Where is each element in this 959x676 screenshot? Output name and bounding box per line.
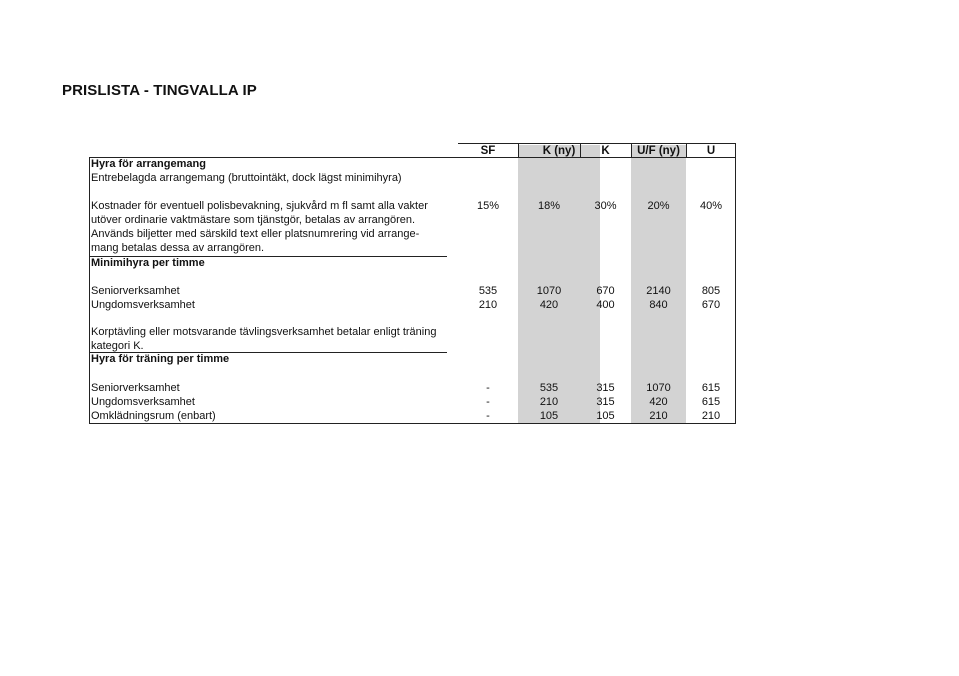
korptavling-line-1: Korptävling eller motsvarande tävlingsverksamhet betalar enligt träning	[91, 326, 437, 338]
minimihyra-value: 210	[478, 299, 498, 311]
col-header-sf: SF	[480, 145, 496, 157]
traning-row-label: Ungdomsverksamhet	[91, 396, 195, 408]
traning-value: 210	[649, 410, 668, 422]
percent-sf: 15%	[476, 200, 500, 212]
header-divider	[518, 143, 519, 158]
col-header-k: K	[601, 145, 610, 157]
col-header-uf-ny: U/F (ny)	[637, 145, 680, 157]
kostnader-line-2: utöver ordinarie vaktmästare som tjänstgör, betalas av arrangören.	[91, 214, 416, 226]
traning-value: 535	[539, 382, 559, 394]
minimihyra-row-label: Seniorverksamhet	[91, 285, 180, 297]
minimihyra-value: 1070	[536, 285, 562, 297]
percent-u: 40%	[699, 200, 723, 212]
arrangemang-subtitle: Entrebelagda arrangemang (bruttointäkt, dock lägst minimihyra)	[91, 172, 402, 184]
traning-value: 615	[701, 382, 721, 394]
traning-value: 105	[539, 410, 559, 422]
kostnader-line-3: Används biljetter med särskild text eller platsnumrering vid arrange-	[91, 228, 420, 240]
traning-value: 105	[596, 410, 615, 422]
kostnader-line-4: mang betalas dessa av arrangören.	[91, 242, 265, 254]
minimihyra-value: 670	[596, 285, 615, 297]
traning-value: 615	[701, 396, 721, 408]
header-divider	[631, 143, 632, 158]
minimihyra-value: 2140	[646, 285, 671, 297]
minimihyra-value: 840	[649, 299, 668, 311]
traning-value: -	[486, 410, 490, 422]
table-left-border	[89, 157, 90, 424]
minimihyra-value: 420	[539, 299, 559, 311]
traning-value: 210	[539, 396, 559, 408]
page-title: PRISLISTA - TINGVALLA IP	[62, 82, 257, 99]
kostnader-line-1: Kostnader för eventuell polisbevakning, sjukvård m fl samt alla vakter	[91, 200, 428, 212]
col-header-u: U	[706, 145, 716, 157]
percent-k-ny: 18%	[537, 200, 561, 212]
traning-row-label: Seniorverksamhet	[91, 382, 180, 394]
traning-heading: Hyra för träning per timme	[91, 353, 230, 365]
col-header-k-ny: K (ny)	[542, 145, 576, 157]
percent-uf-ny: 20%	[647, 200, 670, 212]
minimihyra-value: 535	[478, 285, 498, 297]
header-divider	[580, 143, 581, 158]
traning-value: 1070	[646, 382, 671, 394]
traning-value: 315	[596, 382, 615, 394]
traning-value: -	[486, 382, 490, 394]
traning-value: 315	[596, 396, 615, 408]
traning-value: 420	[649, 396, 668, 408]
traning-value: -	[486, 396, 490, 408]
percent-k: 30%	[594, 200, 617, 212]
traning-row-label: Omklädningsrum (enbart)	[91, 410, 216, 422]
traning-value: 210	[701, 410, 721, 422]
header-top-border	[458, 143, 736, 144]
minimihyra-heading: Minimihyra per timme	[91, 257, 205, 269]
minimihyra-value: 805	[701, 285, 721, 297]
minimihyra-row-label: Ungdomsverksamhet	[91, 299, 195, 311]
header-divider	[686, 143, 687, 158]
arrangemang-heading: Hyra för arrangemang	[91, 158, 206, 170]
minimihyra-value: 670	[701, 299, 721, 311]
korptavling-line-2: kategori K.	[91, 340, 144, 352]
minimihyra-value: 400	[596, 299, 615, 311]
